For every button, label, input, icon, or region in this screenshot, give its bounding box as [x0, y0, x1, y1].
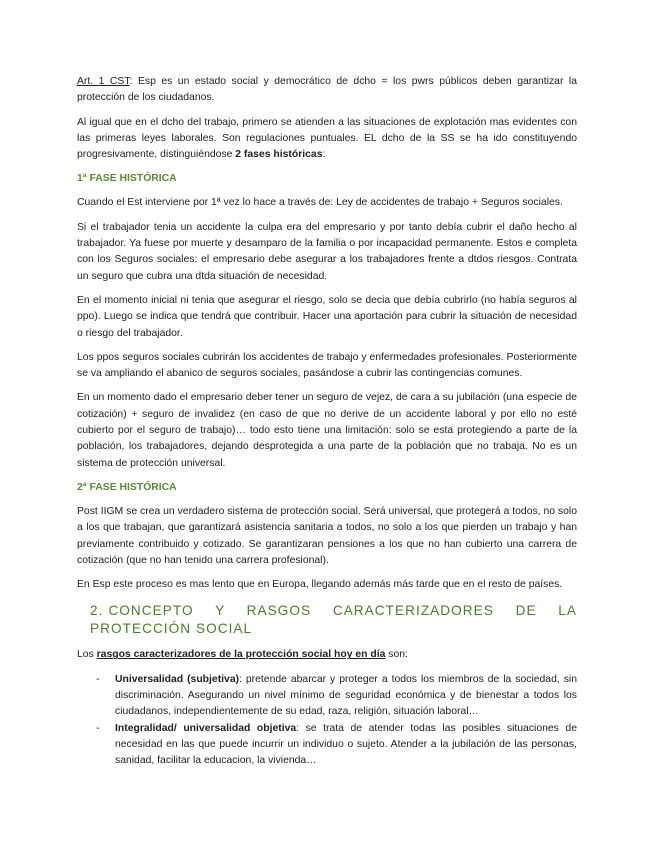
paragraph-social-insurance: Los ppos seguros sociales cubrirán los accidentes de trabajo y enfermedades profesionales. Posteriormente se va ampliando el abanico de seguros sociales, pasándose a cubrir las contingencias comunes. [77, 351, 577, 380]
list-item [77, 721, 577, 770]
section-number: 2. [90, 603, 104, 619]
phase-2-heading: 2ª FASE HISTÓRICA [77, 481, 177, 493]
document-page [77, 74, 577, 770]
section-title: CONCEPTO Y RASGOS CARACTERIZADORES DE LA PROTECCIÓN SOCIAL [90, 603, 577, 636]
paragraph-features-intro [77, 647, 577, 663]
bold-underlined-phrase: rasgos caracterizadores de la protección social hoy en día [96, 649, 386, 661]
paragraph-tail: son: [385, 649, 408, 661]
paragraph-accident-liability: Si el trabajador tenia un accidente la culpa era del empresario y por tanto debía cubrir el daño hecho al trabajador. Ya fuese por muerte y desamparo de la familia o por incapacidad permanente. Estos e completa con los Seguros sociales: el empresario debe asegurar a los trabajadores frente a dtdos riesgos. Contrata un seguro que cubra una dtda situación de necesidad. [77, 221, 577, 282]
paragraph-phase1-intro: Cuando el Est interviene por 1ª vez lo hace a través de: Ley de accidentes de trabajo + Seguros sociales. [77, 197, 563, 209]
paragraph-post-wwii: Post IIGM se crea un verdadero sistema de protección social. Será universal, que protegerá a todos, no solo a los que trabajan, que garantizará asistencia sanitaria a todos, no solo a los que pierden un trabajo y han previamente contribuido y cotizado. Se garantizaran pensiones a los que no han cubierto una carrera de cotización (que no han tenido una carrera profesional). [77, 505, 577, 566]
list-item [77, 672, 577, 721]
paragraph-text: : Esp es un estado social y democrático de dcho = los pwrs públicos deben garantizar la protección de los ciudadanos. [77, 76, 577, 104]
bold-phrase: 2 fases históricas [235, 149, 323, 161]
paragraph-old-age-insurance: En un momento dado el empresario deber tener un seguro de vejez, de cara a su jubilación (una especie de cotización) + seguro de invalidez (en caso de que no derive de un accidente laboral y por ello no esté cubierto por el seguro de trabajo)… todo esto tiene una limitación: solo se esta protegiendo a parte de la población, los trabajadores, dejando desprotegida a una parte de la población que no trabaja. No es un sistema de protección universal. [77, 392, 577, 469]
feature-name: Integralidad/ universalidad objetiva [115, 722, 297, 734]
feature-name: Universalidad (subjetiva) [115, 673, 240, 685]
feature-description: : se trata de atender todas las posibles situaciones de necesidad en las que puede incurrir un individuo o sujeto. Atender a la jubilación de las personas, sanidad, facilitar la educacion, la vivienda… [115, 722, 577, 767]
paragraph-intro [77, 115, 577, 164]
paragraph-constitution [77, 74, 577, 107]
paragraph-tail: : [322, 149, 326, 161]
paragraph-text: Al igual que en el dcho del trabajo, primero se atienden a las situaciones de explotación mas evidentes con las primeras leyes laborales. Son regulaciones puntuales. EL dcho de la SS se ha ido constituyendo progresivamente, distinguiéndose [77, 116, 577, 161]
paragraph-spain: En Esp este proceso es mas lento que en Europa, llegando además más tarde que en el resto de países. [77, 579, 563, 591]
dash-bullet: - [96, 722, 100, 734]
features-list [77, 672, 577, 770]
dash-bullet: - [96, 673, 100, 685]
article-reference: Art. 1 CST [77, 76, 130, 87]
feature-description: : pretende abarcar y proteger a todos los miembros de la sociedad, sin discriminación. Asegurando un nivel mínimo de seguridad económica y de bienestar a todos los ciudadanos, independientemente de su edad, raza, religión, situación laboral… [115, 673, 577, 718]
paragraph-lead: Los [77, 649, 97, 661]
section-heading [77, 602, 577, 637]
phase-1-heading: 1ª FASE HISTÓRICA [77, 173, 177, 185]
paragraph-initial-moment: En el momento inicial ni tenia que asegurar el riesgo, solo se decia que debía cubrirlo (no había seguros al ppo). Luego se indica que tendrá que contribuir. Hacer una aportación para cubrir la situación de necesidad o riesgo del trabajador. [77, 294, 577, 339]
